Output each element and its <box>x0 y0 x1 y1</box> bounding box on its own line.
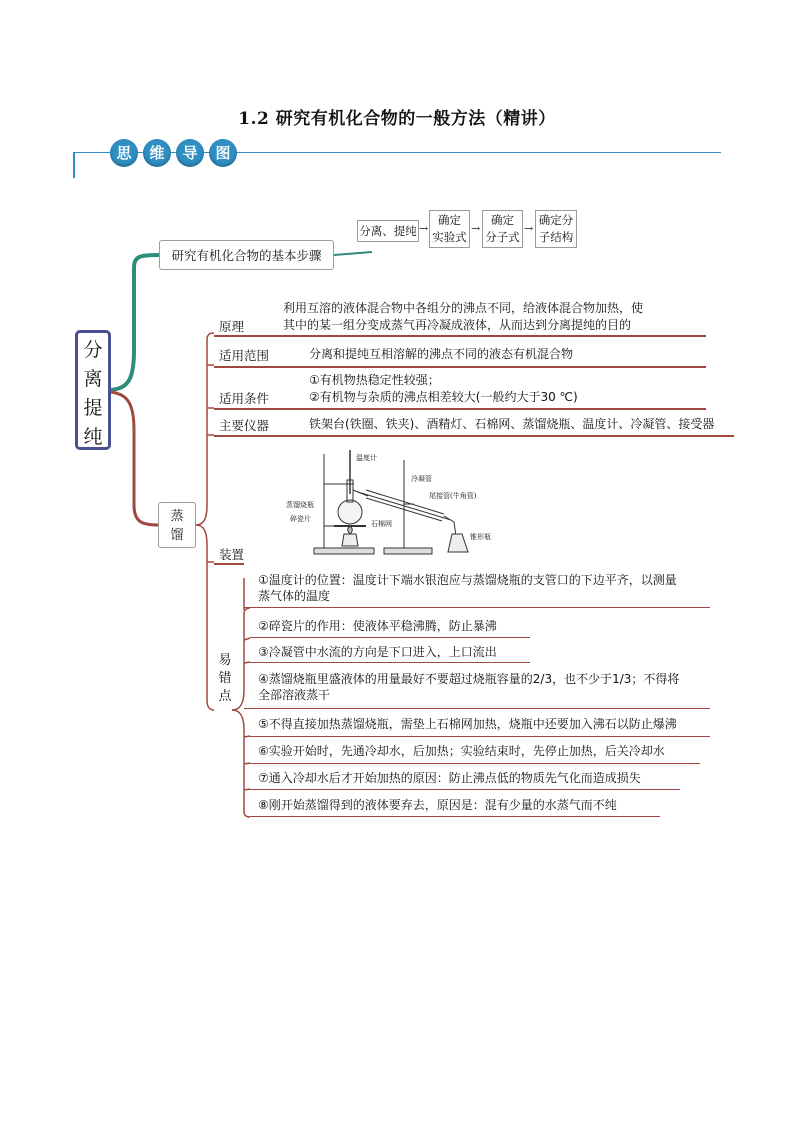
row-instrument-label: 主要仪器 <box>219 418 270 433</box>
stand-base-right <box>384 548 432 554</box>
root-char-3: 提 <box>83 397 103 419</box>
stand-base-left <box>314 548 374 554</box>
pitfall-1-line1: ①温度计的位置：温度计下端水银泡应与蒸馏烧瓶的支管口的下边平齐，以测量 <box>258 573 677 587</box>
pitfalls-char-3: 点 <box>218 689 232 704</box>
row-instrument-underline <box>214 435 734 437</box>
banner-char-1: 思 <box>110 139 138 167</box>
flow-step-separate-text: 分离、提纯 <box>359 224 417 238</box>
row-principle-line2: 其中的某一组分变成蒸气再冷凝成液体，从而达到分离提纯的目的 <box>283 318 632 332</box>
pitfall-item-2: ②碎瓷片的作用：使液体平稳沸腾，防止暴沸 <box>258 619 497 633</box>
flow-step-structure <box>535 210 577 248</box>
pitfall-4-underline <box>244 708 710 709</box>
pitfall-5-underline <box>250 736 710 737</box>
pitfall-item-5: ⑤不得直接加热蒸馏烧瓶，需垫上石棉网加热，烧瓶中还要加入沸石以防止爆沸 <box>258 717 677 731</box>
flame <box>348 526 353 534</box>
pitfall-2-underline <box>250 637 530 638</box>
flow-step-structure-line2: 子结构 <box>538 230 574 244</box>
flow-arrow-3: → <box>524 222 534 235</box>
row-device-underline <box>214 563 244 565</box>
row-range-underline <box>214 366 706 368</box>
flow-step-molecular <box>482 210 523 248</box>
root-char-2: 离 <box>83 368 103 390</box>
row-condition-label: 适用条件 <box>219 391 270 406</box>
flow-arrow-1: → <box>419 222 429 235</box>
apparatus-label-thermometer: 温度计 <box>356 454 377 462</box>
pitfall-3-underline <box>250 662 530 663</box>
flow-step-molecular-line2: 分子式 <box>485 230 520 244</box>
pitfall-item-8: ⑧刚开始蒸馏得到的液体要弃去，原因是：混有少量的水蒸气而不纯 <box>258 798 617 812</box>
pitfall-branch-1 <box>244 638 250 640</box>
distillation-spine-lower <box>196 525 214 710</box>
flow-step-empirical-line2: 实验式 <box>432 230 467 244</box>
distillation-spine <box>196 333 214 525</box>
row-principle-content <box>283 300 703 334</box>
apparatus-label-adapter: 尾接管(牛角管) <box>429 492 477 500</box>
pitfall-spine <box>232 608 250 710</box>
pitfall-1-underline <box>244 607 710 608</box>
row-device-label: 装置 <box>219 547 245 562</box>
pitfall-item-1 <box>258 572 677 604</box>
receiving-flask <box>448 534 468 552</box>
banner-char-2: 维 <box>143 139 171 167</box>
row-instrument-content: 铁架台(铁圈、铁夹)、酒精灯、石棉网、蒸馏烧瓶、温度计、冷凝管、接受器 <box>309 417 715 431</box>
pitfall-item-7: ⑦通入冷却水后才开始加热的原因：防止沸点低的物质先气化而造成损失 <box>258 771 641 785</box>
row-condition-underline <box>214 408 706 410</box>
distillation-node <box>158 502 196 548</box>
apparatus-label-chips: 碎瓷片 <box>290 515 311 523</box>
row-condition-line2: ②有机物与杂质的沸点相差较大(一般约大于30 ℃) <box>309 390 578 404</box>
pitfall-4-line2: 全部溶液蒸干 <box>258 688 331 702</box>
alcohol-lamp <box>342 534 358 546</box>
distillation-char-2: 馏 <box>170 528 184 543</box>
pitfall-item-4 <box>258 671 679 703</box>
branch-basic-steps <box>111 255 159 390</box>
distillation-char-1: 蒸 <box>170 509 184 524</box>
root-char-4: 纯 <box>83 426 103 448</box>
flow-step-molecular-line1: 确定 <box>491 213 514 227</box>
pitfalls-node <box>218 652 232 706</box>
flow-step-separate <box>357 220 419 242</box>
pitfall-6-underline <box>250 763 700 764</box>
apparatus-label-receiver: 锥形瓶 <box>470 533 491 541</box>
page-title: 1.2 研究有机化合物的一般方法（精讲） <box>238 109 556 129</box>
row-condition-content <box>309 372 578 406</box>
pitfall-4-line1: ④蒸馏烧瓶里盛液体的用量最好不要超过烧瓶容量的2/3，也不少于1/3；不得将 <box>258 672 680 686</box>
apparatus-label-condenser: 冷凝管 <box>411 475 432 483</box>
pitfall-item-3: ③冷凝管中水流的方向是下口进入，上口流出 <box>258 645 497 659</box>
row-range-content: 分离和提纯互相溶解的沸点不同的液态有机混合物 <box>309 347 574 361</box>
row-condition-line1: ①有机物热稳定性较强； <box>309 373 440 387</box>
flow-step-structure-line1: 确定分 <box>538 213 574 227</box>
banner-char-4: 图 <box>209 139 237 167</box>
basic-steps-node: 研究有机化合物的基本步骤 <box>159 240 334 270</box>
pitfall-8-underline <box>250 816 660 817</box>
row-principle-underline <box>214 335 706 337</box>
branch-distillation <box>111 392 158 525</box>
apparatus-label-gauze: 石棉网 <box>371 520 392 528</box>
banner-char-3: 导 <box>176 139 204 167</box>
pitfalls-char-1: 易 <box>218 653 232 668</box>
distilling-flask <box>338 500 362 524</box>
flow-step-empirical-line1: 确定 <box>438 213 461 227</box>
flow-step-empirical <box>429 210 470 248</box>
flow-arrow-2: → <box>471 222 481 235</box>
pitfall-item-6: ⑥实验开始时，先通冷却水，后加热；实验结束时，先停止加热，后关冷却水 <box>258 744 665 758</box>
pitfalls-char-2: 错 <box>218 671 232 686</box>
pitfall-7-underline <box>250 789 680 790</box>
distillation-apparatus-diagram <box>286 446 496 560</box>
root-node <box>75 330 111 450</box>
pitfall-1-line2: 蒸气体的温度 <box>258 589 331 603</box>
apparatus-label-flask: 蒸馏烧瓶 <box>286 501 314 509</box>
row-principle-label: 原理 <box>219 319 245 334</box>
adapter <box>444 516 456 536</box>
row-principle-line1: 利用互溶的液体混合物中各组分的沸点不同，给液体混合物加热，使 <box>283 301 644 315</box>
row-range-label: 适用范围 <box>219 348 270 363</box>
root-char-1: 分 <box>83 339 103 361</box>
basic-steps-underline <box>334 252 372 255</box>
